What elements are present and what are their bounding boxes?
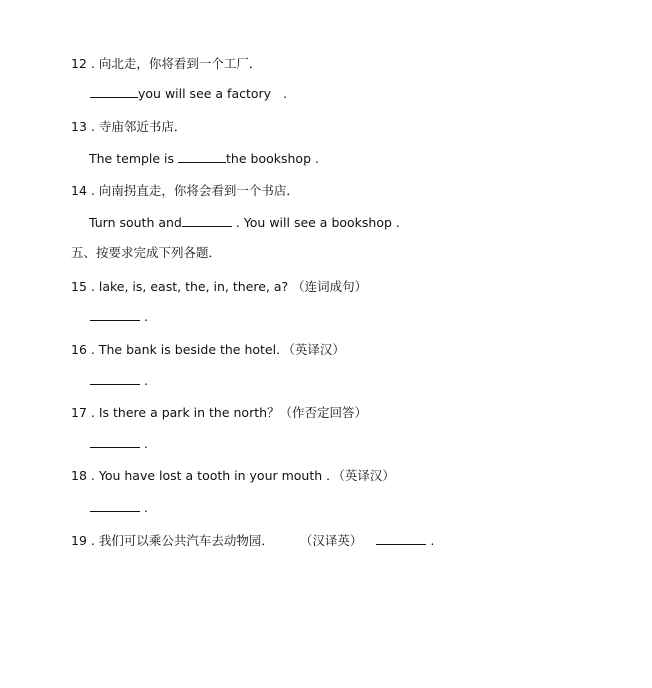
question-14 [71, 183, 299, 199]
answer-line-18 [90, 500, 148, 516]
answer-line-16 [90, 373, 148, 389]
task-18 [71, 468, 395, 484]
answer-text-after: . You will see a bookshop . [235, 215, 400, 230]
answer-blank[interactable] [182, 215, 232, 227]
question-prompt: 寺庙邻近书店． [98, 119, 187, 134]
task-number: 16 [71, 342, 87, 357]
answer-text-before: Turn south and [89, 215, 182, 230]
answer-text-before: The temple is [89, 151, 175, 166]
question-12 [71, 56, 261, 72]
answer-end-punct: . [143, 436, 148, 451]
answer-end-punct: . [315, 151, 319, 166]
question-number: 13 [71, 119, 87, 134]
question-separator: . [90, 56, 95, 71]
answer-text-after: the bookshop [226, 151, 312, 166]
task-text: Is there a park in the north？ [98, 405, 280, 420]
question-prompt: 向北走，你将看到一个工厂． [98, 56, 262, 71]
task-instruction: （英译汉） [338, 468, 395, 483]
question-prompt: 向南拐直走，你将会看到一个书店． [98, 183, 299, 198]
answer-line-17 [90, 436, 148, 452]
task-instruction: （英译汉） [288, 342, 345, 357]
task-instruction: （汉译英） [299, 533, 363, 548]
answer-line-14 [89, 215, 400, 231]
answer-line-15 [90, 309, 148, 325]
answer-line-13 [89, 151, 319, 167]
answer-end-punct: . [430, 533, 435, 548]
task-text: lake, is, east, the, in, there, a? [98, 279, 289, 294]
question-13 [71, 119, 186, 135]
answer-line-12 [90, 86, 287, 102]
task-number: 17 [71, 405, 87, 420]
task-separator: . [90, 533, 95, 548]
task-text: You have lost a tooth in your mouth ． [98, 468, 339, 483]
answer-blank[interactable] [90, 309, 140, 321]
section-heading: 五、按要求完成下列各题． [71, 245, 222, 260]
answer-blank[interactable] [178, 151, 226, 163]
answer-blank[interactable] [90, 500, 140, 512]
task-text: 我们可以乘公共汽车去动物园． [98, 533, 274, 548]
answer-end-punct: . [143, 500, 148, 515]
task-17 [71, 405, 367, 421]
task-number: 18 [71, 468, 87, 483]
question-number: 14 [71, 183, 87, 198]
task-number: 15 [71, 279, 87, 294]
task-instruction: （作否定回答） [279, 405, 368, 420]
task-separator: . [90, 405, 95, 420]
task-text: The bank is beside the hotel． [98, 342, 289, 357]
task-15 [71, 279, 367, 295]
answer-text-after: you will see a factory [138, 86, 272, 101]
answer-blank[interactable] [376, 533, 426, 545]
answer-blank[interactable] [90, 436, 140, 448]
task-16 [71, 342, 345, 358]
task-separator: . [90, 279, 95, 294]
question-separator: . [90, 119, 95, 134]
answer-end-punct: . [283, 86, 288, 101]
task-separator: . [90, 342, 95, 357]
answer-blank[interactable] [90, 86, 138, 98]
task-number: 19 [71, 533, 87, 548]
answer-end-punct: . [143, 309, 148, 324]
answer-blank[interactable] [90, 373, 140, 385]
task-instruction: （连词成句） [292, 279, 368, 294]
task-separator: . [90, 468, 95, 483]
task-19 [71, 533, 434, 549]
question-separator: . [90, 183, 95, 198]
question-number: 12 [71, 56, 87, 71]
answer-end-punct: . [143, 373, 148, 388]
